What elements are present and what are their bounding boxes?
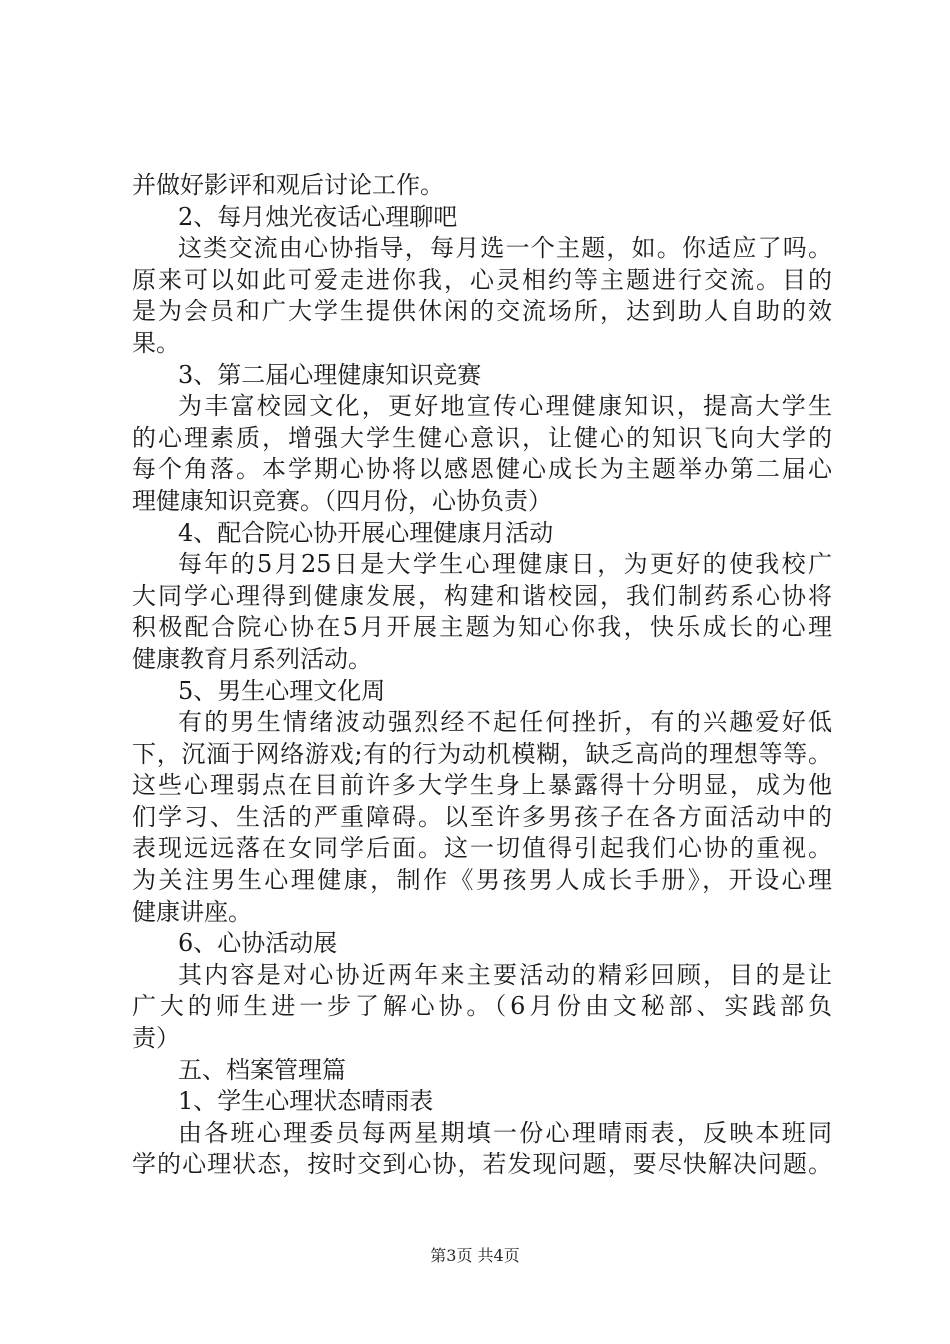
paragraph-line: 下，沉湎于网络游戏;有的行为动机模糊，缺乏高尚的理想等等。 [132, 739, 832, 768]
paragraph-line: 每年的5月25日是大学生心理健康日，为更好的使我校广 [178, 550, 832, 579]
document-body [132, 170, 832, 1181]
section-heading: 1、学生心理状态晴雨表 [178, 1087, 434, 1116]
section-heading: 4、配合院心协开展心理健康月活动 [178, 518, 554, 547]
chapter-heading: 五、档案管理篇 [178, 1055, 346, 1084]
section-heading: 2、每月烛光夜话心理聊吧 [178, 202, 458, 231]
paragraph-line: 表现远远落在女同学后面。这一切值得引起我们心协的重视。 [132, 834, 832, 863]
paragraph-line: 果。 [132, 328, 180, 357]
paragraph-line: 有的男生情绪波动强烈经不起任何挫折，有的兴趣爱好低 [178, 708, 832, 737]
paragraph-line: 健康讲座。 [132, 897, 252, 926]
paragraph-line: 为关注男生心理健康，制作《男孩男人成长手册》，开设心理 [132, 866, 832, 895]
section-heading: 5、男生心理文化周 [178, 676, 386, 705]
paragraph-line: 责） [132, 1024, 180, 1053]
paragraph-line: 其内容是对心协近两年来主要活动的精彩回顾，目的是让 [178, 960, 832, 989]
paragraph-line: 大同学心理得到健康发展，构建和谐校园，我们制药系心协将 [132, 581, 832, 610]
paragraph-line: 这些心理弱点在目前许多大学生身上暴露得十分明显，成为他 [132, 771, 832, 800]
paragraph-line: 的心理素质，增强大学生健心意识，让健心的知识飞向大学的 [132, 423, 832, 452]
section-heading: 6、心协活动展 [178, 929, 338, 958]
paragraph-line: 们学习、生活的严重障碍。以至许多男孩子在各方面活动中的 [132, 802, 832, 831]
paragraph-line: 原来可以如此可爱走进你我，心灵相约等主题进行交流。目的 [132, 265, 832, 294]
paragraph-line: 并做好影评和观后讨论工作。 [132, 171, 444, 199]
paragraph-line: 由各班心理委员每两星期填一份心理晴雨表，反映本班同 [178, 1118, 832, 1147]
section-heading: 3、第二届心理健康知识竞赛 [178, 360, 482, 389]
paragraph-line: 广大的师生进一步了解心协。（6月份由文秘部、实践部负 [132, 992, 832, 1021]
paragraph-line: 这类交流由心协指导，每月选一个主题，如。你适应了吗。 [178, 234, 832, 263]
paragraph-line: 为丰富校园文化，更好地宣传心理健康知识，提高大学生 [178, 392, 832, 421]
paragraph-line: 健康教育月系列活动。 [132, 644, 372, 673]
paragraph-line: 积极配合院心协在5月开展主题为知心你我，快乐成长的心理 [132, 613, 832, 642]
page-number-footer: 第3页 共4页 [430, 1246, 520, 1265]
paragraph-line: 学的心理状态，按时交到心协，若发现问题，要尽快解决问题。 [132, 1150, 832, 1179]
paragraph-line: 是为会员和广大学生提供休闲的交流场所，达到助人自助的效 [132, 297, 832, 326]
paragraph-line: 每个角落。本学期心协将以感恩健心成长为主题举办第二届心 [132, 455, 832, 484]
paragraph-line: 理健康知识竞赛。（四月份，心协负责） [132, 486, 552, 515]
